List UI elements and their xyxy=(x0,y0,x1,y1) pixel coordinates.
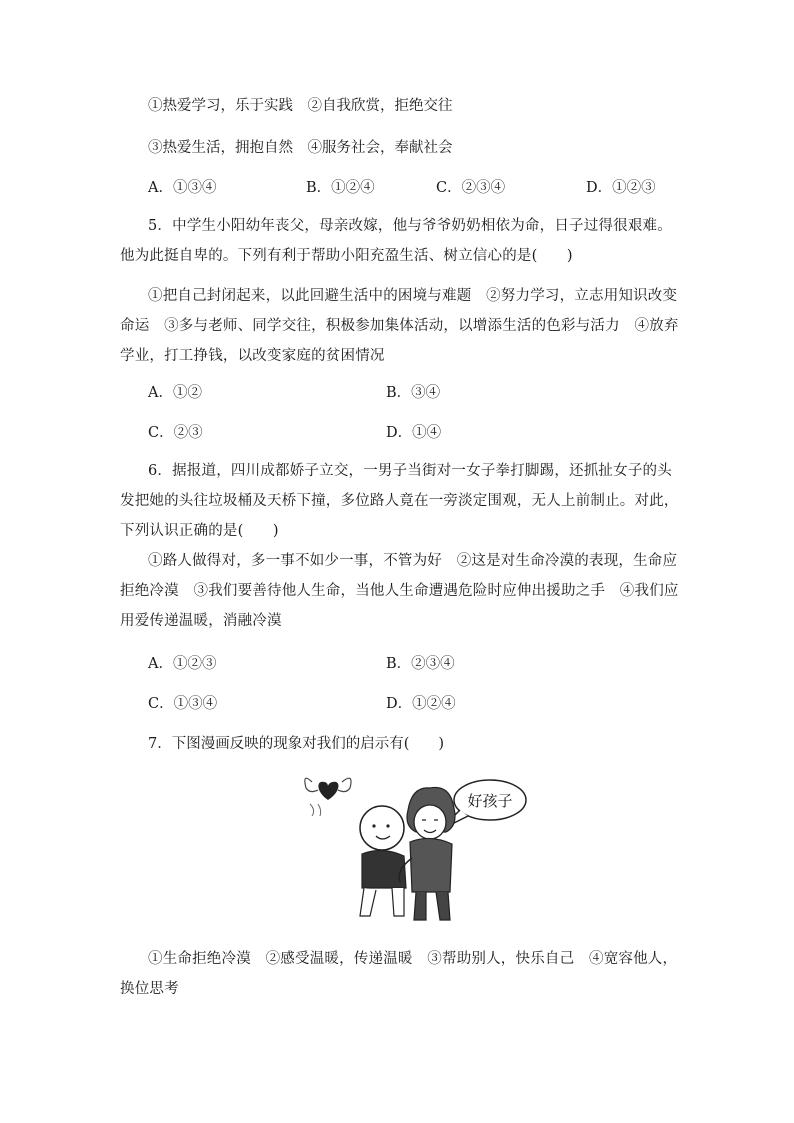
q6-option-d[interactable]: D．①②④ xyxy=(386,696,456,712)
cartoon-illustration xyxy=(300,770,530,930)
q6-statements: ①路人做得对，多一事不如少一事，不管为好 ②这是对生命冷漠的表现，生命应拒绝冷漠 ③我们要善待他人生命，当他人生命遭遇危险时应伸出援助之手 ④我们应用爱传递温暖，消融冷漠 xyxy=(120,553,679,629)
q6-option-c[interactable]: C．①③④ xyxy=(148,696,218,712)
q6-option-b[interactable]: B．②③④ xyxy=(386,656,455,672)
q4-statements-line2: ③热爱生活，拥抱自然 ④服务社会，奉献社会 xyxy=(148,140,453,156)
q5-option-c[interactable]: C．②③ xyxy=(148,425,203,441)
q4-option-a[interactable]: A．①③④ xyxy=(148,180,217,196)
q5-option-b[interactable]: B．③④ xyxy=(386,385,441,401)
q5-stem: 5．中学生小阳幼年丧父，母亲改嫁，他与爷爷奶奶相依为命，日子过得很艰难。他为此挺自卑的。下列有利于帮助小阳充盈生活、树立信心的是( ) xyxy=(120,218,672,264)
cartoon-svg xyxy=(300,770,530,930)
q6-option-a[interactable]: A．①②③ xyxy=(148,656,217,672)
q4-statements-line1: ①热爱学习，乐于实践 ②自我欣赏，拒绝交往 xyxy=(148,98,453,114)
q4-option-d[interactable]: D．①②③ xyxy=(586,180,656,196)
q7-stem: 7．下图漫画反映的现象对我们的启示有( ) xyxy=(148,736,445,752)
speech-bubble-text: 好孩子 xyxy=(467,792,513,810)
q5-option-d[interactable]: D．①④ xyxy=(386,425,442,441)
q5-option-a[interactable]: A．①② xyxy=(148,385,202,401)
q4-option-b[interactable]: B．①②④ xyxy=(306,180,375,196)
grandma-figure xyxy=(399,787,455,920)
q4-option-c[interactable]: C．②③④ xyxy=(436,180,506,196)
q6-stem: 6．据报道，四川成都娇子立交，一男子当街对一女子拳打脚踢，还抓扯女子的头发把她的头往垃圾桶及天桥下撞，多位路人竟在一旁淡定围观，无人上前制止。对此，下列认识正确的是( ) xyxy=(120,463,679,539)
winged-heart-icon xyxy=(305,778,351,816)
child-figure xyxy=(360,806,406,916)
q7-statements: ①生命拒绝冷漠 ②感受温暖，传递温暖 ③帮助别人，快乐自己 ④宽容他人，换位思考 xyxy=(120,951,678,997)
q5-statements: ①把自己封闭起来，以此回避生活中的困境与难题 ②努力学习，立志用知识改变命运 ③多与老师、同学交往，积极参加集体活动，以增添生活的色彩与活力 ④放弃学业，打工挣钱，以改变家庭的贫困情况 xyxy=(120,288,679,364)
